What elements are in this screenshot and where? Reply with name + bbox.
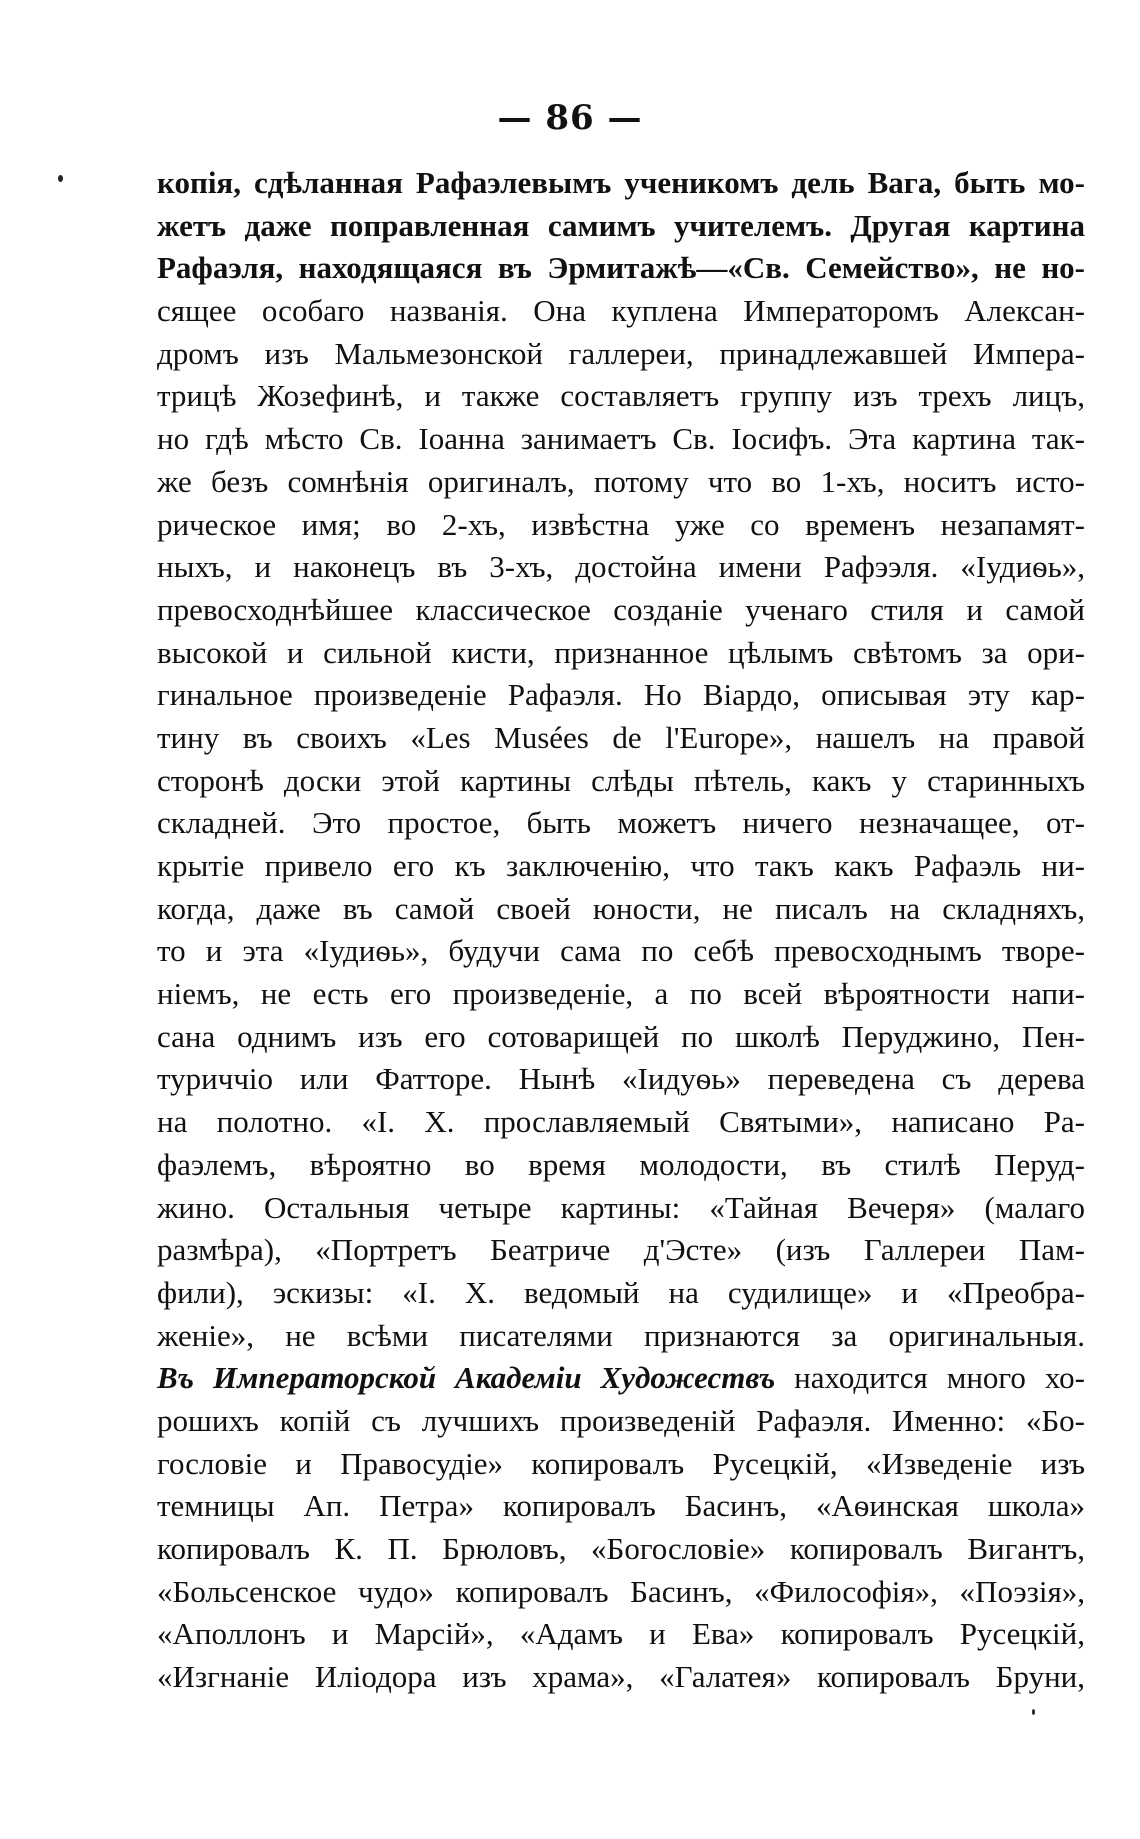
text-line: копировалъ К. П. Брюловъ, «Богословіе» копировалъ Вигантъ, — [157, 1531, 1085, 1566]
text-line: копія, сдѣланная Рафаэлевымъ ученикомъ дель Вага, быть мо- — [157, 165, 1085, 200]
text-line-with-italic — [157, 1357, 1085, 1400]
italic-institution-name: Въ Императорской Академіи Художествъ — [157, 1360, 776, 1396]
text-line: Рафаэля, находящаяся въ Эрмитажѣ—«Св. Семейство», не но- — [157, 250, 1085, 286]
text-line: превосходнѣйшее классическое созданіе ученаго стиля и самой — [157, 591, 1085, 627]
text-line: дромъ изъ Мальмезонской галлереи, принадлежавшей Импера- — [157, 335, 1085, 371]
text-line: сана однимъ изъ его сотоварищей по школѣ Перуджино, Пен- — [157, 1018, 1085, 1054]
text-line: трицѣ Жозефинѣ, и также составляетъ группу изъ трехъ лицъ, — [157, 378, 1085, 414]
text-line: сторонѣ доски этой картины слѣды пѣтель, какъ у старинныхъ — [157, 762, 1085, 798]
text-line: но гдѣ мѣсто Св. Іоанна занимаетъ Св. Іосифъ. Эта картина так- — [157, 421, 1085, 457]
body-text — [157, 162, 1085, 1699]
text-line: сящее особаго названія. Она куплена Императоромъ Алексан- — [157, 293, 1085, 329]
text-line: «Аполлонъ и Марсій», «Адамъ и Ева» копировалъ Русецкій, — [157, 1616, 1085, 1652]
text-line: туриччіо или Фатторе. Нынѣ «Іидуѳь» переведена съ дерева — [157, 1061, 1085, 1097]
text-line: ныхъ, и наконецъ въ 3-хъ, достойна имени Рафээля. «Іудиѳь», — [157, 549, 1085, 585]
print-speck — [58, 175, 63, 182]
text-line: жетъ даже поправленная самимъ учителемъ. Другая картина — [157, 207, 1085, 243]
text-line: гинальное произведеніе Рафаэля. Но Віардо, описывая эту кар- — [157, 677, 1085, 713]
print-speck — [1032, 1709, 1035, 1715]
text-line: крытіе привело его къ заключенію, что такъ какъ Рафаэль ни- — [157, 848, 1085, 883]
text-line: «Больсенское чудо» копировалъ Басинъ, «Философія», «Поэзія», — [157, 1573, 1085, 1609]
text-line: «Изгнаніе Иліодора изъ храма», «Галатея» копировалъ Бруни, — [157, 1659, 1085, 1695]
text-line: высокой и сильной кисти, признанное цѣлымъ свѣтомъ за ори- — [157, 634, 1085, 670]
text-line: же безъ сомнѣнія оригиналъ, потому что во 1-хъ, носитъ исто- — [157, 463, 1085, 499]
text-line-rest: находится много хо- — [794, 1360, 1085, 1396]
text-line: гословіе и Правосудіе» копировалъ Русецкій, «Изведеніе изъ — [157, 1445, 1085, 1481]
text-line: жино. Остальныя четыре картины: «Тайная Вечеря» (малаго — [157, 1189, 1085, 1225]
text-line: когда, даже въ самой своей юности, не писалъ на складняхъ, — [157, 890, 1085, 926]
text-line: рошихъ копій съ лучшихъ произведеній Рафаэля. Именно: «Бо- — [157, 1402, 1085, 1438]
text-line: на полотно. «І. Х. прославляемый Святыми», написано Ра- — [157, 1104, 1085, 1140]
text-line: складней. Это простое, быть можетъ ничего незначащее, от- — [157, 805, 1085, 841]
text-line: фили), эскизы: «І. Х. ведомый на судилище» и «Преобра- — [157, 1274, 1085, 1310]
text-line: рическое имя; во 2-хъ, извѣстна уже со временъ незапамят- — [157, 506, 1085, 542]
text-line: темницы Ап. Петра» копировалъ Басинъ, «Аѳинская школа» — [157, 1488, 1085, 1524]
text-line: размѣра), «Портретъ Беатриче д'Эсте» (изъ Галлереи Пам- — [157, 1232, 1085, 1268]
page-number: — 86 — — [497, 98, 643, 138]
text-line: фаэлемъ, вѣроятно во время молодости, въ стилѣ Перуд- — [157, 1146, 1085, 1182]
text-line: женіе», не всѣми писателями признаются за оригинальныя. — [157, 1317, 1085, 1353]
text-line: то и эта «Іудиѳь», будучи сама по себѣ превосходнымъ творе- — [157, 933, 1085, 969]
text-line: ніемъ, не есть его произведеніе, а по всей вѣроятности напи- — [157, 976, 1085, 1012]
text-line: тину въ своихъ «Les Musées de l'Europe», нашелъ на правой — [157, 719, 1085, 755]
